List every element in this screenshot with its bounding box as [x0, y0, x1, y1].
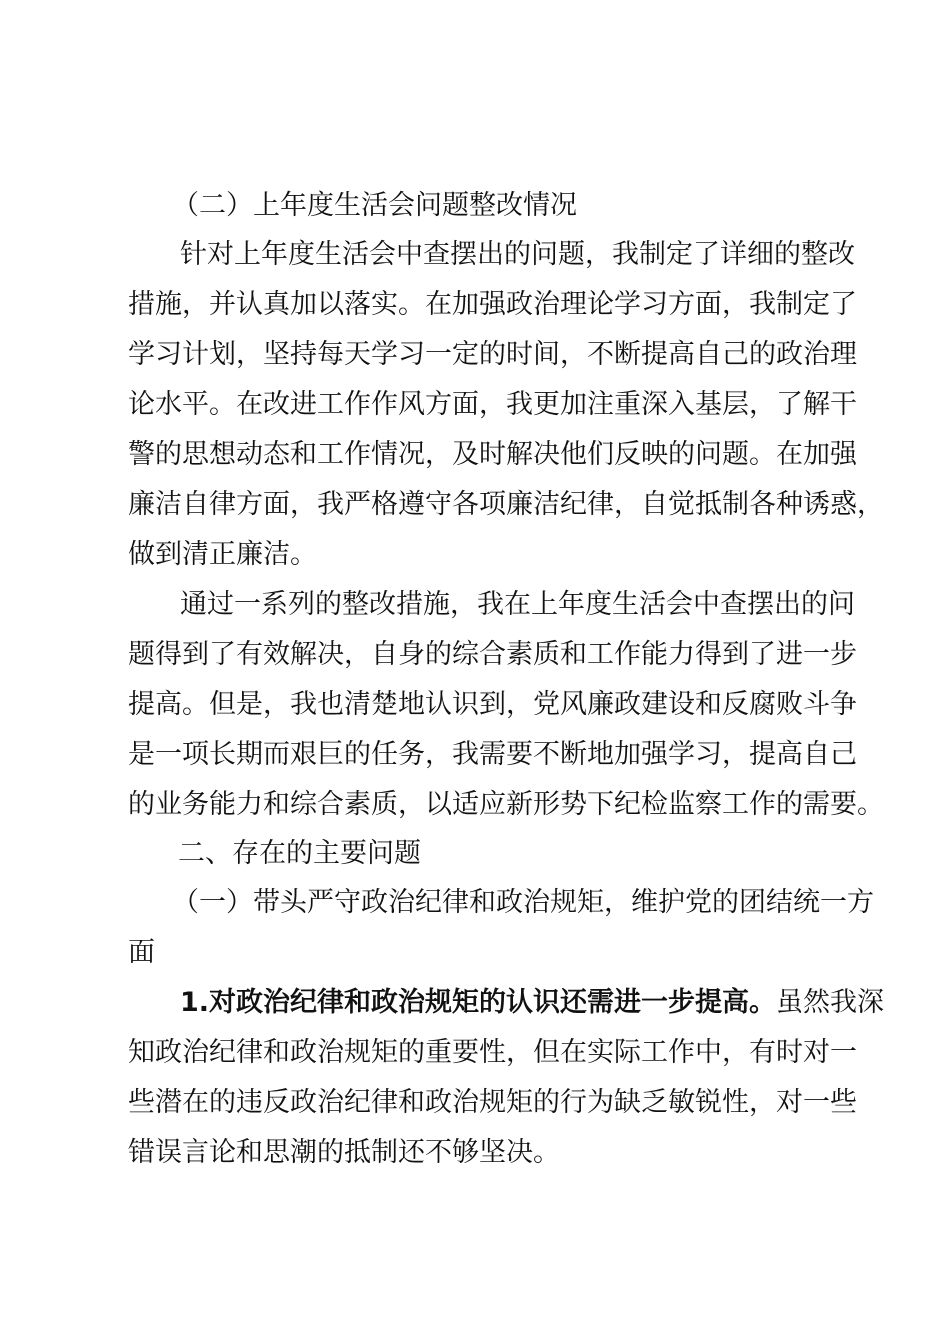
- subheading-line: 面: [128, 937, 155, 968]
- paragraph-line: 提高。但是，我也清楚地认识到，党风廉政建设和反腐败斗争: [128, 689, 857, 720]
- paragraph-line: 是一项长期而艰巨的任务，我需要不断地加强学习，提高自己: [128, 739, 857, 770]
- paragraph-line: 针对上年度生活会中查摆出的问题，我制定了详细的整改: [180, 239, 855, 270]
- paragraph-line: 论水平。在改进工作作风方面，我更加注重深入基层，了解干: [128, 389, 857, 420]
- paragraph-line: 措施，并认真加以落实。在加强政治理论学习方面，我制定了: [128, 289, 857, 320]
- section-heading: （二）上年度生活会问题整改情况: [172, 190, 577, 221]
- paragraph-line: 廉洁自律方面，我严格遵守各项廉洁纪律，自觉抵制各种诱惑，: [128, 489, 884, 520]
- paragraph-line: 知政治纪律和政治规矩的重要性，但在实际工作中，有时对一: [128, 1037, 857, 1068]
- paragraph-line: 的业务能力和综合素质，以适应新形势下纪检监察工作的需要。: [128, 789, 884, 820]
- point-1-first-line: [0, 978, 950, 1028]
- point-1-lead-rest: 虽然我深: [776, 987, 885, 1018]
- point-1-bold-lead: 1.对政治纪律和政治规矩的认识还需进一步提高。: [180, 987, 777, 1018]
- paragraph-line: 做到清正廉洁。: [128, 539, 317, 570]
- paragraph-line: 通过一系列的整改措施，我在上年度生活会中查摆出的问: [180, 589, 855, 620]
- paragraph-line: 学习计划，坚持每天学习一定的时间，不断提高自己的政治理: [128, 339, 857, 370]
- paragraph-line: 错误言论和思潮的抵制还不够坚决。: [128, 1137, 560, 1168]
- paragraph-line: 警的思想动态和工作情况，及时解决他们反映的问题。在加强: [128, 439, 857, 470]
- paragraph-line: 些潜在的违反政治纪律和政治规矩的行为缺乏敏锐性，对一些: [128, 1087, 857, 1118]
- main-heading: 二、存在的主要问题: [178, 838, 421, 869]
- subheading-line: （一）带头严守政治纪律和政治规矩，维护党的团结统一方: [172, 887, 874, 918]
- paragraph-line: 题得到了有效解决，自身的综合素质和工作能力得到了进一步: [128, 639, 857, 670]
